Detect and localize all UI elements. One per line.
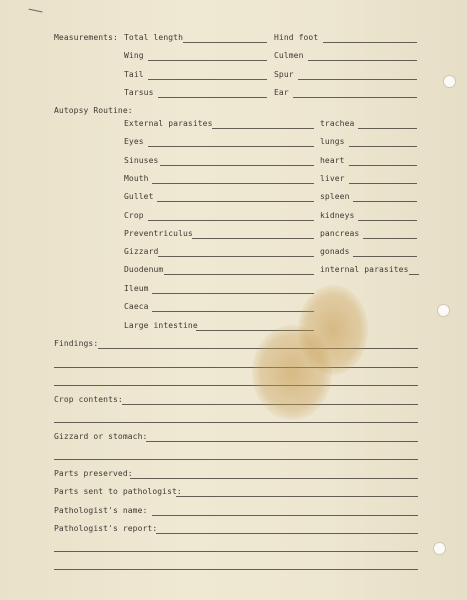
external-parasites-field[interactable]: [212, 128, 314, 129]
pathologist-report-field-line-1[interactable]: [156, 533, 418, 534]
liver-field[interactable]: [349, 183, 417, 184]
tarsus-label: Tarsus: [124, 88, 154, 97]
crop-contents-label: Crop contents:: [54, 395, 123, 404]
gonads-field[interactable]: [353, 256, 417, 257]
wing-field[interactable]: [148, 60, 267, 61]
trachea-field[interactable]: [358, 128, 417, 129]
pancreas-field[interactable]: [363, 238, 417, 239]
punch-hole: [443, 75, 456, 88]
parts-sent-label: Parts sent to pathologist:: [54, 487, 182, 496]
heart-label: heart: [320, 156, 345, 165]
spur-label: Spur: [274, 70, 294, 79]
hind-foot-label: Hind foot: [274, 33, 319, 42]
duodenum-field[interactable]: [164, 274, 314, 275]
parts-sent-field[interactable]: [176, 496, 418, 497]
duodenum-label: Duodenum: [124, 265, 164, 274]
external-parasites-label: External parasites: [124, 119, 213, 128]
sinuses-label: Sinuses: [124, 156, 159, 165]
punch-hole: [433, 542, 446, 555]
parts-preserved-field[interactable]: [130, 478, 418, 479]
ear-label: Ear: [274, 88, 289, 97]
pathologist-name-label: Pathologist's name:: [54, 506, 148, 515]
gullet-label: Gullet: [124, 192, 154, 201]
tail-label: Tail: [124, 70, 144, 79]
pathologist-name-field[interactable]: [152, 515, 418, 516]
pancreas-label: pancreas: [320, 229, 360, 238]
pathologist-report-label: Pathologist's report:: [54, 524, 158, 533]
total-length-field[interactable]: [183, 42, 267, 43]
lungs-label: lungs: [320, 137, 345, 146]
spur-field[interactable]: [298, 79, 417, 80]
caeca-label: Caeca: [124, 302, 149, 311]
gonads-label: gonads: [320, 247, 350, 256]
total-length-label: Total length: [124, 33, 183, 42]
gizzard-stomach-label: Gizzard or stomach:: [54, 432, 148, 441]
culmen-field[interactable]: [308, 60, 417, 61]
lungs-field[interactable]: [349, 146, 417, 147]
wing-label: Wing: [124, 51, 144, 60]
kidneys-label: kidneys: [320, 211, 355, 220]
ileum-label: Ileum: [124, 284, 149, 293]
caeca-field[interactable]: [152, 311, 314, 312]
eyes-field[interactable]: [148, 146, 314, 147]
heart-field[interactable]: [349, 165, 417, 166]
kidneys-field[interactable]: [358, 220, 417, 221]
tarsus-field[interactable]: [158, 97, 267, 98]
findings-field-line-3[interactable]: [54, 385, 418, 386]
hind-foot-field[interactable]: [323, 42, 417, 43]
internal-parasites-label: internal parasites: [320, 265, 409, 274]
preventriculus-field[interactable]: [192, 238, 314, 239]
culmen-label: Culmen: [274, 51, 304, 60]
spleen-field[interactable]: [353, 201, 417, 202]
crop-field[interactable]: [148, 220, 314, 221]
ear-field[interactable]: [293, 97, 417, 98]
punch-hole: [437, 304, 450, 317]
internal-parasites-field[interactable]: [409, 274, 419, 275]
liver-label: liver: [320, 174, 345, 183]
pencil-mark: [28, 9, 43, 18]
gizzard-organ-label: Gizzard: [124, 247, 159, 256]
crop-label: Crop: [124, 211, 144, 220]
spleen-label: spleen: [320, 192, 350, 201]
gizzard-stomach-field-line-2[interactable]: [54, 459, 418, 460]
mouth-field[interactable]: [152, 183, 314, 184]
parts-preserved-label: Parts preserved:: [54, 469, 133, 478]
large-intestine-label: Large intestine: [124, 321, 198, 330]
findings-field-line-2[interactable]: [54, 367, 418, 368]
gizzard-stomach-field-line-1[interactable]: [146, 441, 418, 442]
eyes-label: Eyes: [124, 137, 144, 146]
trachea-label: trachea: [320, 119, 355, 128]
autopsy-heading: Autopsy Routine:: [54, 106, 133, 115]
tail-field[interactable]: [148, 79, 267, 80]
mouth-label: Mouth: [124, 174, 149, 183]
findings-label: Findings:: [54, 339, 99, 348]
stain-mark: [298, 285, 368, 375]
gullet-field[interactable]: [157, 201, 314, 202]
gizzard-organ-field[interactable]: [158, 256, 314, 257]
pathologist-report-field-line-3[interactable]: [54, 569, 418, 570]
preventriculus-label: Preventriculus: [124, 229, 193, 238]
measurements-heading: Measurements:: [54, 33, 118, 42]
pathologist-report-field-line-2[interactable]: [54, 551, 418, 552]
crop-contents-field-line-2[interactable]: [54, 422, 418, 423]
sinuses-field[interactable]: [160, 165, 314, 166]
ileum-field[interactable]: [152, 293, 314, 294]
